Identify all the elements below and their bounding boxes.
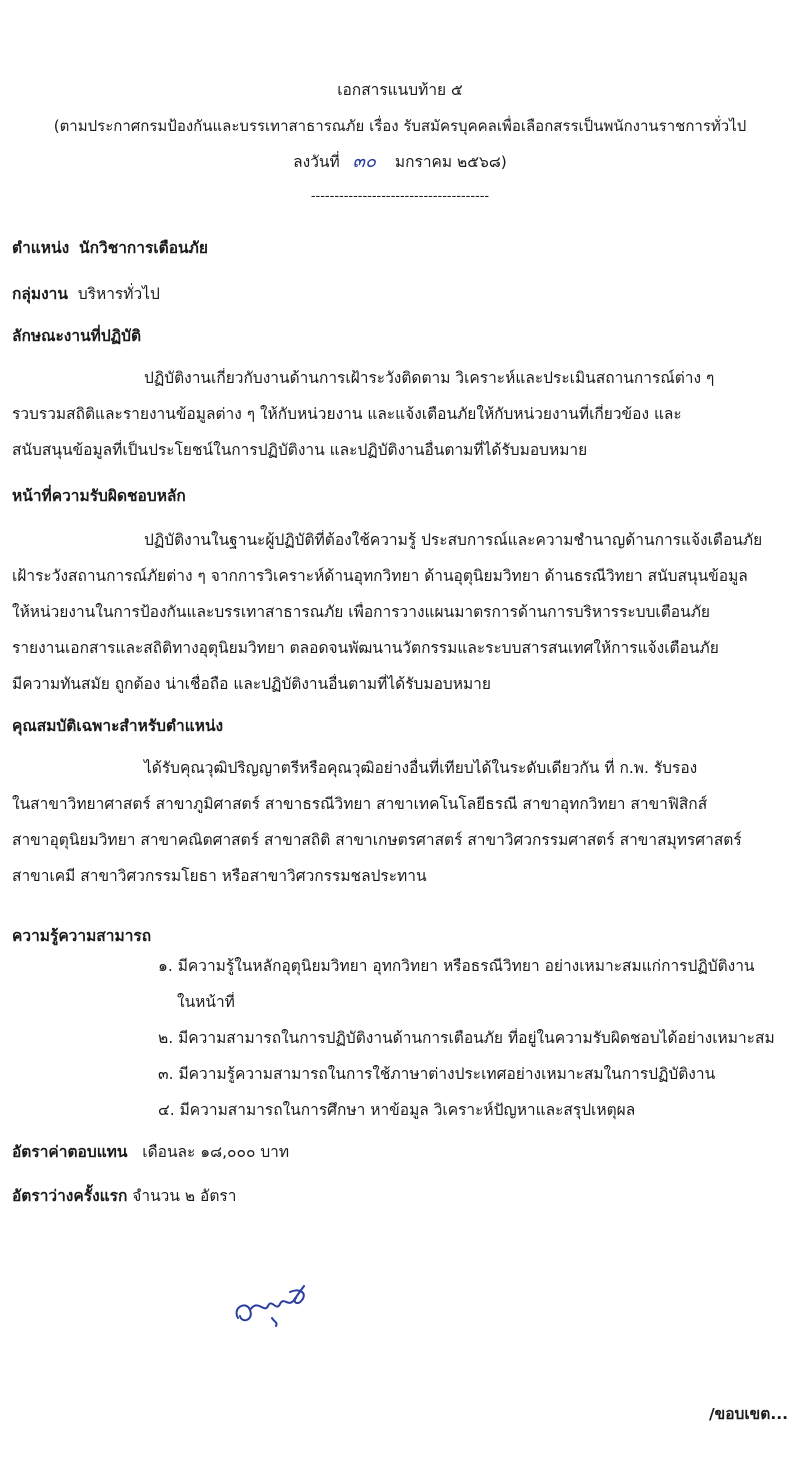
duties-line: ปฏิบัติงานในฐานะผู้ปฏิบัติที่ต้องใช้ความรู้ ประสบการณ์และความชำนาญด้านการแจ้งเตือนภัย — [144, 531, 763, 549]
knowledge-item-continuation: ในหน้าที่ — [177, 993, 235, 1011]
knowledge-item: ๓. มีความรู้ความสามารถในการใช้ภาษาต่างประเทศอย่างเหมาะสมในการปฏิบัติงาน — [158, 1065, 716, 1083]
date-day-handwritten: ๓๐ — [352, 151, 376, 172]
vacancy-label: อัตราว่างครั้งแรก — [12, 1187, 128, 1205]
group-value: บริหารทั่วไป — [77, 285, 160, 303]
vacancy-row — [12, 1186, 236, 1207]
group-row — [12, 284, 160, 305]
compensation-label: อัตราค่าตอบแทน — [12, 1143, 128, 1161]
qualifications-line: สาขาอุตุนิยมวิทยา สาขาคณิตศาสตร์ สาขาสถิติ สาขาเกษตรศาสตร์ สาขาวิศวกรรมศาสตร์ สาขาสมุทรศาสตร์ — [12, 831, 742, 849]
job-nature-line: รวบรวมสถิติและรายงานข้อมูลต่าง ๆ ให้กับหน่วยงาน และแจ้งเตือนภัยให้กับหน่วยงานที่เกี่ยวข้อง และ — [12, 405, 682, 423]
duties-paragraph — [12, 530, 792, 710]
job-nature-paragraph — [12, 368, 792, 476]
duties-line: รายงานเอกสารและสถิติทางอุตุนิยมวิทยา ตลอดจนพัฒนานวัตกรรมและระบบสารสนเทศให้การแจ้งเตือนภัย — [12, 639, 719, 657]
qualifications-heading: คุณสมบัติเฉพาะสำหรับตำแหน่ง — [12, 717, 224, 735]
knowledge-item: ๔. มีความสามารถในการศึกษา หาข้อมูล วิเคราะห์ปัญหาและสรุปเหตุผล — [158, 1101, 636, 1119]
duties-line: ให้หน่วยงานในการป้องกันและบรรเทาสาธารณภัย เพื่อการวางแผนมาตรการด้านการบริหารระบบเตือนภัย — [12, 603, 710, 621]
qualifications-line: ได้รับคุณวุฒิปริญญาตรีหรือคุณวุฒิอย่างอื่นที่เทียบได้ในระดับเดียวกัน ที่ ก.พ. รับรอง — [144, 759, 698, 777]
separator-line: -------------------------------------- — [310, 189, 490, 204]
qualifications-line: สาขาเคมี สาขาวิศวกรรมโยธา หรือสาขาวิศวกรรมชลประทาน — [12, 867, 427, 885]
continued-marker: /ขอบเขต... — [708, 1405, 788, 1423]
position-label: ตำแหน่ง — [12, 239, 70, 257]
duties-line: เฝ้าระวังสถานการณ์ภัยต่าง ๆ จากการวิเคราะห์ด้านอุทกวิทยา ด้านอุตุนิยมวิทยา ด้านธรณีวิทยา สนับสนุนข้อมูล — [12, 567, 748, 585]
knowledge-item: ๑. มีความรู้ในหลักอุตุนิยมวิทยา อุทกวิทยา หรือธรณีวิทยา อย่างเหมาะสมแก่การปฏิบัติงาน — [158, 957, 755, 975]
vacancy-value: จำนวน ๒ อัตรา — [132, 1187, 237, 1205]
position-row — [12, 238, 208, 259]
document-date-line — [0, 150, 800, 174]
date-prefix: ลงวันที่ — [293, 153, 340, 171]
job-nature-line: ปฏิบัติงานเกี่ยวกับงานด้านการเฝ้าระวังติดตาม วิเคราะห์และประเมินสถานการณ์ต่าง ๆ — [144, 369, 715, 387]
job-nature-heading: ลักษณะงานที่ปฏิบัติ — [12, 327, 142, 345]
qualifications-line: ในสาขาวิทยาศาสตร์ สาขาภูมิศาสตร์ สาขาธรณีวิทยา สาขาเทคโนโลยีธรณี สาขาอุทกวิทยา สาขาฟิสิกส์ — [12, 795, 708, 813]
document-title: เอกสารแนบท้าย ๕ — [337, 81, 463, 99]
position-value: นักวิชาการเตือนภัย — [79, 239, 208, 257]
document-subtitle: (ตามประกาศกรมป้องกันและบรรเทาสาธารณภัย เรื่อง รับสมัครบุคคลเพื่อเลือกสรรเป็นพนักงานราชการทั่วไป — [53, 117, 747, 135]
compensation-value: เดือนละ ๑๘,๐๐๐ บาท — [142, 1143, 290, 1161]
group-label: กลุ่มงาน — [12, 285, 68, 303]
duties-heading: หน้าที่ความรับผิดชอบหลัก — [12, 487, 186, 505]
qualifications-paragraph — [12, 758, 792, 902]
signature-initials-icon — [228, 1278, 318, 1338]
knowledge-list — [158, 956, 798, 1136]
date-suffix: มกราคม ๒๕๖๘) — [394, 153, 507, 171]
duties-line: มีความทันสมัย ถูกต้อง น่าเชื่อถือ และปฏิบัติงานอื่นตามที่ได้รับมอบหมาย — [12, 675, 491, 693]
knowledge-item: ๒. มีความสามารถในการปฏิบัติงานด้านการเตือนภัย ที่อยู่ในความรับผิดชอบได้อย่างเหมาะสม — [158, 1029, 775, 1047]
job-nature-line: สนับสนุนข้อมูลที่เป็นประโยชน์ในการปฏิบัติงาน และปฏิบัติงานอื่นตามที่ได้รับมอบหมาย — [12, 441, 588, 459]
compensation-row — [12, 1142, 289, 1163]
knowledge-heading: ความรู้ความสามารถ — [12, 927, 152, 945]
